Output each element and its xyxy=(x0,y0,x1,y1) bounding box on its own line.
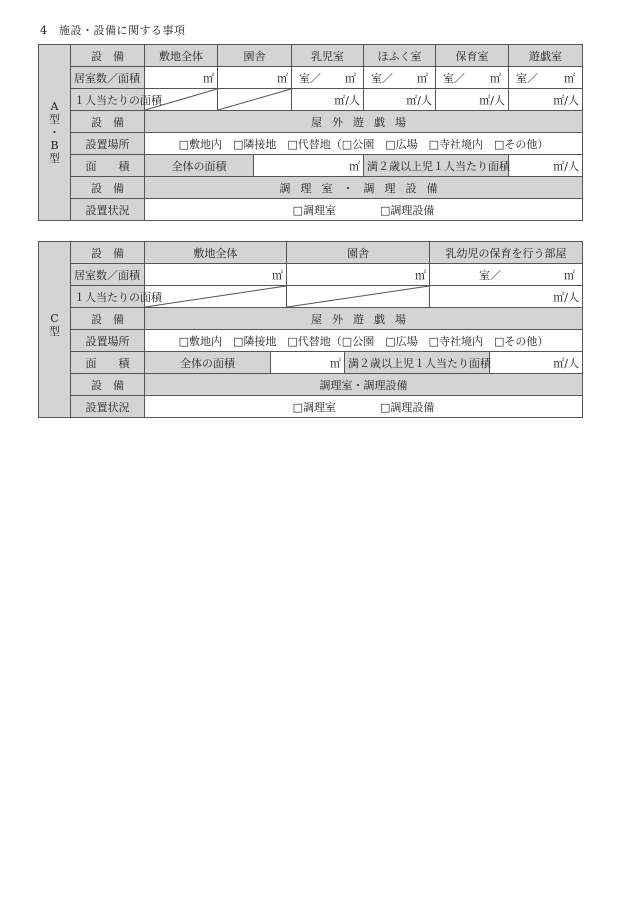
outdoor-equip-label: 設 備 xyxy=(71,111,145,133)
section-heading: 4 施設・設備に関する事項 xyxy=(40,24,186,37)
col-play-room: 遊戯室 xyxy=(509,45,583,67)
c-col-childcare-room: 乳幼児の保育を行う部屋 xyxy=(430,242,583,264)
c-building-per-person-na xyxy=(287,286,430,308)
play-per-person-field[interactable]: ㎡/人 xyxy=(509,89,583,111)
type-ab-facility-table xyxy=(38,44,583,221)
c-area-label: 面 積 xyxy=(71,352,145,374)
c-kitchen-equip-label: 設 備 xyxy=(71,374,145,396)
c-per-person-label: １人当たりの面積 xyxy=(71,286,145,308)
c-col-building: 園舎 xyxy=(287,242,430,264)
total-area-label: 全体の面積 xyxy=(145,155,254,177)
c-over2-per-person-label: 満２歳以上児１人当たり面積 xyxy=(345,352,490,374)
play-room-field[interactable]: 室／ ㎡ xyxy=(509,67,583,89)
c-childcare-per-person-field[interactable]: ㎡/人 xyxy=(430,286,583,308)
infant-per-person-field[interactable]: ㎡/人 xyxy=(292,89,364,111)
site-area-field[interactable]: ㎡ xyxy=(145,67,218,89)
crawl-room-field[interactable]: 室／ ㎡ xyxy=(364,67,436,89)
over2-per-person-field[interactable]: ㎡/人 xyxy=(509,155,583,177)
c-status-label: 設置状況 xyxy=(71,396,145,418)
total-area-field[interactable]: ㎡ xyxy=(254,155,364,177)
building-area-field[interactable]: ㎡ xyxy=(218,67,292,89)
c-col-site-total: 敷地全体 xyxy=(145,242,287,264)
c-equip-label: 設 備 xyxy=(71,242,145,264)
c-outdoor-playground-title: 屋外遊戯場 xyxy=(145,308,583,330)
c-kitchen-title: 調理室・調理設備 xyxy=(145,374,583,396)
building-per-person-na xyxy=(218,89,292,111)
c-location-options[interactable]: □敷地内 □隣接地 □代替地（□公園 □広場 □寺社境内 □その他） xyxy=(145,330,583,352)
type-ab-label: A 型 ・ B 型 xyxy=(39,45,71,221)
over2-per-person-label: 満２歳以上児１人当たり面積 xyxy=(364,155,509,177)
status-options[interactable]: □調理室 □調理設備 xyxy=(145,199,583,221)
status-label: 設置状況 xyxy=(71,199,145,221)
col-nursery-room: 保育室 xyxy=(436,45,509,67)
c-total-area-label: 全体の面積 xyxy=(145,352,271,374)
col-crawl-room: ほふく室 xyxy=(364,45,436,67)
kitchen-equip-label: 設 備 xyxy=(71,177,145,199)
c-over2-per-person-field[interactable]: ㎡/人 xyxy=(490,352,583,374)
rooms-area-label: 居室数／面積 xyxy=(71,67,145,89)
equip-label: 設 備 xyxy=(71,45,145,67)
crawl-per-person-field[interactable]: ㎡/人 xyxy=(364,89,436,111)
location-options[interactable]: □敷地内 □隣接地 □代替地（□公園 □広場 □寺社境内 □その他） xyxy=(145,133,583,155)
c-status-options[interactable]: □調理室 □調理設備 xyxy=(145,396,583,418)
col-site-total: 敷地全体 xyxy=(145,45,218,67)
c-site-area-field[interactable]: ㎡ xyxy=(145,264,287,286)
c-location-label: 設置場所 xyxy=(71,330,145,352)
type-c-facility-table xyxy=(38,241,583,418)
c-site-per-person-na xyxy=(145,286,287,308)
c-building-area-field[interactable]: ㎡ xyxy=(287,264,430,286)
location-label: 設置場所 xyxy=(71,133,145,155)
c-rooms-area-label: 居室数／面積 xyxy=(71,264,145,286)
outdoor-playground-title: 屋外遊戯場 xyxy=(145,111,583,133)
col-infant-room: 乳児室 xyxy=(292,45,364,67)
kitchen-title: 調理室・調理設備 xyxy=(145,177,583,199)
c-total-area-field[interactable]: ㎡ xyxy=(271,352,345,374)
nursery-room-field[interactable]: 室／ ㎡ xyxy=(436,67,509,89)
col-building: 園舎 xyxy=(218,45,292,67)
c-childcare-room-field[interactable]: 室／ ㎡ xyxy=(430,264,583,286)
type-c-label: C 型 xyxy=(39,242,71,418)
per-person-label: １人当たりの面積 xyxy=(71,89,145,111)
infant-room-field[interactable]: 室／ ㎡ xyxy=(292,67,364,89)
nursery-per-person-field[interactable]: ㎡/人 xyxy=(436,89,509,111)
area-label: 面 積 xyxy=(71,155,145,177)
site-per-person-na xyxy=(145,89,218,111)
c-outdoor-equip-label: 設 備 xyxy=(71,308,145,330)
